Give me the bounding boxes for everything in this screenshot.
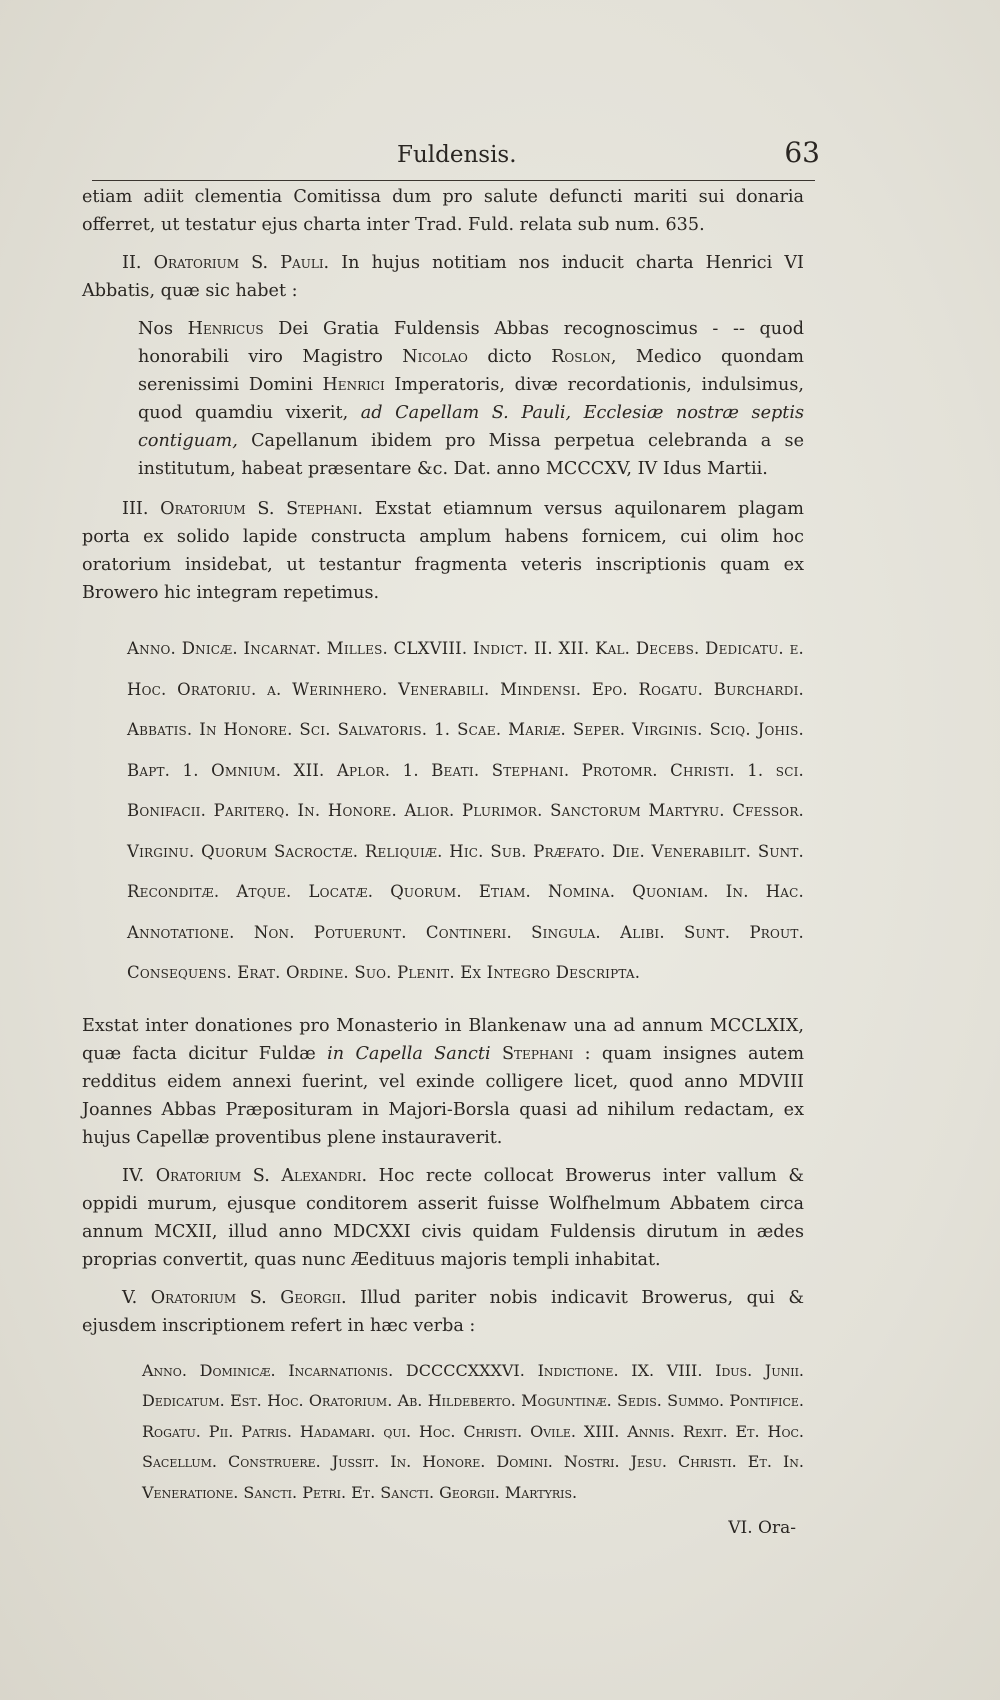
paragraph-blankenaw: Exstat inter donationes pro Monasterio in Blankenaw una ad annum MCCLXIX, quæ facta dicitur Fuldæ in Capella Sancti Stephani : quam insignes autem redditus eidem annexi fuerint, vel exinde colligere licet, quod anno MDVIII Joannes Abbas Præposituram in Majori-Borsla quasi ad nihilum redactam, ex hujus Capellæ proventibus plene instauraverit. [82, 1015, 805, 1148]
paragraph-oratorium-pauli: II. Oratorium S. Pauli. In hujus notitiam nos inducit charta Henrici VI Abbatis, quæ sic habet : [82, 253, 804, 301]
paragraph-oratorium-georgii: V. Oratorium S. Georgii. Illud pariter nobis indicavit Browerus, qui & ejusdem inscriptionem refert in hæc verba : [82, 1287, 804, 1336]
section-heading: II. Oratorium S. Pauli. [122, 253, 330, 273]
paragraph-continuation: etiam adiit clementia Comitissa dum pro salute defuncti mariti sui donaria offerret, ut testatur ejus charta inter Trad. Fuld. relata sub num. 635. [82, 187, 804, 235]
inscription-georgii: Anno. Dominicæ. Incarnationis. DCCCCXXXVI. Indictione. IX. VIII. Idus. Junii. Dedicatum. Est. Hoc. Oratorium. Ab. Hildeberto. Moguntinæ. Sedis. Summo. Pontifice. Rogatu. Pii. Patris. Hadamari. qui. Hoc. Christi. Ovile. XIII. Annis. Rexit. Et. Hoc. Sacellum. Construere. Jussit. In. Honore. Domini. Nostri. Jesu. Christi. Et. In. Veneratione. Sancti. Petri. Et. Sancti. Georgii. Martyris. [142, 1360, 804, 1502]
section-heading: III. Oratorium S. Stephani. [122, 499, 364, 519]
catchword: VI. Ora- [728, 1518, 796, 1538]
inscription-stephani: Anno. Dnicæ. Incarnat. Milles. CLXVIII. Indict. II. XII. Kal. Decebs. Dedicatu. e. Hoc. Oratoriu. a. Werinhero. Venerabili. Mindensi. Epo. Rogatu. Burchardi. Abbatis. In Honore. Sci. Salvatoris. 1. Scae. Mariæ. Seper. Virginis. Sciq. Johis. Bapt. 1. Omnium. XII. Aplor. 1. Beati. Stephani. Protomr. Christi. 1. sci. Bonifacii. Pariterq. In. Honore. Alior. Plurimor. Sanctorum Martyru. Cfessor. Virginu. Quorum Sacroctæ. Reliquiæ. Hic. Sub. Præfato. Die. Venerabilit. Sunt. Reconditæ. Atque. Locatæ. Quorum. Etiam. Nomina. Quoniam. In. Hac. Annotatione. Non. Potuerunt. Contineri. Singula. Alibi. Sunt. Prout. Consequens. Erat. Ordine. Suo. Plenit. Ex Integro Descripta. [127, 639, 804, 982]
charter-quotation: Nos Henricus Dei Gratia Fuldensis Abbas recognoscimus - -- quod honorabili viro Magistro Nicolao dicto Roslon, Medico quondam serenissimi Domini Henrici Imperatoris, divæ recordationis, indulsimus, quod quamdiu vixerit, ad Capellam S. Pauli, Ecclesiæ nostræ septis contiguam, Capellanum ibidem pro Missa perpetua celebranda a se institutum, habeat præsentare &c. Dat. anno MCCCXV, IV Idus Martii. [138, 319, 804, 479]
page-body [82, 183, 804, 1542]
section-heading: IV. Oratorium S. Alexandri. [122, 1165, 368, 1186]
running-title: Fuldensis. [397, 142, 517, 168]
page-header [92, 136, 820, 181]
paragraph-oratorium-stephani: III. Oratorium S. Stephani. Exstat etiamnum versus aquilonarem plagam porta ex solido lapide constructa amplum habens fornicem, cui olim hoc oratorium insidebat, ut testantur fragmenta veteris inscriptionis quam ex Browero hic integram repetimus. [82, 499, 804, 603]
paragraph-oratorium-alexandri: IV. Oratorium S. Alexandri. Hoc recte collocat Browerus inter vallum & oppidi murum, ejusque conditorem asserit fuisse Wolfhelmum Abbatem circa annum MCXII, illud anno MDCXXI civis quidam Fuldensis dirutum in ædes proprias convertit, quas nunc Æedituus majoris templi inhabitat. [82, 1165, 804, 1270]
section-heading: V. Oratorium S. Georgii. [122, 1287, 347, 1308]
page-number: 63 [784, 136, 820, 169]
